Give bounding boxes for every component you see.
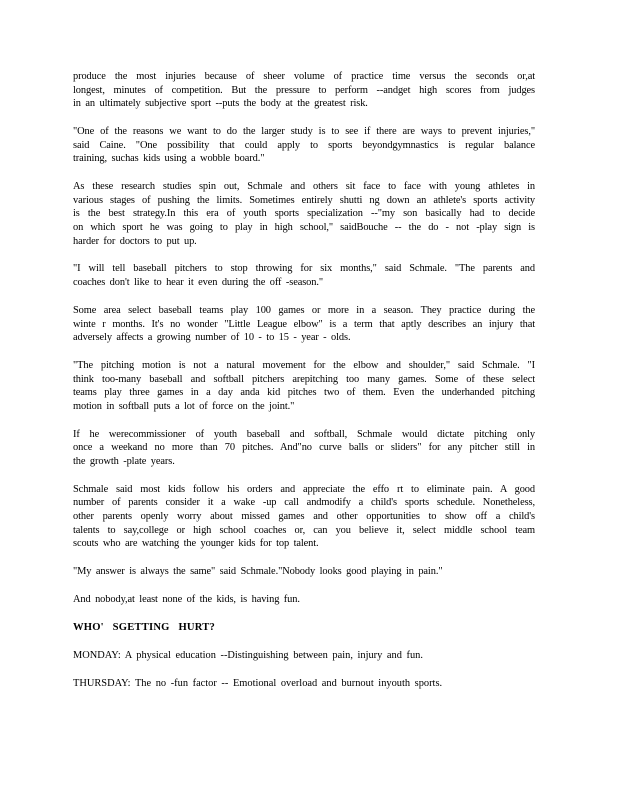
paragraph-line: motion in softball puts a lot of force on the joint."	[73, 400, 295, 412]
paragraph	[73, 428, 535, 469]
paragraph	[73, 180, 535, 248]
paragraph	[73, 565, 535, 579]
paragraph-line: harder for doctors to put up.	[73, 235, 197, 247]
paragraph-line: training, suchas kids using a wobble board."	[73, 153, 265, 165]
paragraph-line: in an ultimately subjective sport --puts the body at the greatest risk.	[73, 98, 368, 110]
paragraph-line: said Caine. "One possibility that could apply to sports beyondgymnastics is regular balance	[73, 139, 535, 151]
paragraph-line: talents to say,college or high school coaches or, can you believe it, select middle school team	[73, 524, 535, 536]
paragraph-line: teams play three games in a day anda kid pitches two of them. Even the underhanded pitching	[73, 387, 535, 399]
paragraph-line: once a weekand no more than 70 pitches. And"no curve balls or sliders" for any pitcher still in	[73, 442, 535, 454]
paragraph-line: Some area select baseball teams play 100 games or more in a season. They practice during the	[73, 304, 535, 316]
paragraph-line: scouts who are watching the younger kids for top talent.	[73, 538, 319, 550]
paragraph-line: think too-many baseball and softball pitchers arepitching too many games. Some of these select	[73, 373, 535, 385]
paragraph-line: number of parents consider it a wake -up call andmodify a child's sports schedule. Nonetheless,	[73, 497, 535, 509]
schedule-item-monday: MONDAY: A physical education --Distinguishing between pain, injury and fun.	[73, 649, 423, 661]
section-heading: WHO' SGETTING HURT?	[73, 621, 215, 633]
paragraph-line: "My answer is always the same" said Schmale."Nobody looks good playing in pain."	[73, 566, 443, 577]
paragraph	[73, 483, 535, 551]
paragraph-line: the growth -plate years.	[73, 455, 175, 467]
paragraph-line: "One of the reasons we want to do the larger study is to see if there are ways to prevent injuries,"	[73, 126, 535, 138]
paragraph-line: coaches don't like to hear it even during the off -season."	[73, 277, 323, 289]
paragraph-line: "I will tell baseball pitchers to stop throwing for six months," said Schmale. "The parents and	[73, 263, 535, 275]
paragraph	[73, 304, 535, 345]
paragraph-line: various stages of pushing the limits. Sometimes entirely shutti ng down an athlete's sports activity	[73, 194, 535, 206]
paragraph-line: Schmale said most kids follow his orders and appreciate the effo rt to eliminate pain. A good	[73, 483, 535, 495]
paragraph-line: And nobody,at least none of the kids, is having fun.	[73, 593, 300, 605]
paragraph	[73, 359, 535, 413]
paragraph-line: longest, minutes of competition. But the pressure to perform --andget high scores from judges	[73, 84, 535, 96]
paragraph-line: winte r months. It's no wonder "Little League elbow" is a term that aptly describes an injury that	[73, 318, 535, 330]
paragraph	[73, 593, 535, 607]
paragraph-line: produce the most injuries because of sheer volume of practice time versus the seconds or,at	[73, 71, 535, 82]
paragraph	[73, 125, 535, 166]
paragraph-line: adversely affects a growing number of 10 - to 15 - year - olds.	[73, 332, 351, 344]
document-page	[73, 70, 535, 705]
paragraph-line: If he werecommissioner of youth baseball and softball, Schmale would dictate pitching only	[73, 428, 535, 440]
paragraph-line: "The pitching motion is not a natural movement for the elbow and shoulder," said Schmale. "I	[73, 359, 535, 371]
paragraph	[73, 262, 535, 289]
paragraph-line: on which sport he was going to play in high school," saidBouche -- the do - not -play sign is	[73, 221, 535, 233]
paragraph	[73, 70, 535, 111]
schedule-item-thursday: THURSDAY: The no -fun factor -- Emotional overload and burnout inyouth sports.	[73, 677, 443, 689]
paragraph-line: As these research studies spin out, Schmale and others sit face to face with young athletes in	[73, 181, 535, 193]
paragraph-line: is the best strategy.In this era of youth sports specialization --"my son basically had to decide	[73, 208, 535, 220]
paragraph-line: other parents openly worry about missed games and other opportunities to show off a child's	[73, 510, 535, 522]
article-body	[73, 70, 535, 606]
